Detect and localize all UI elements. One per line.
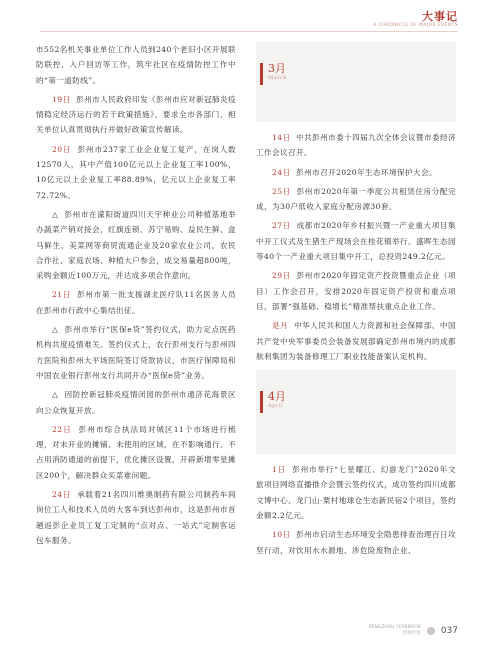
entry-text: 彭州市举行“医保e贷”签约仪式，助力定点医药机构共度疫情难关。签约仪式上，农行彭州支行与彭州四方医院和彭州大平场医院签订贷款协议，市医疗保障局和中国农业银行彭州支行共同开办“医保e贷”业务。 bbox=[36, 325, 236, 380]
entry-paragraph: 市552名机关事业单位工作人员到240个老旧小区开展联防联控、入户回访等工作，筑牢社区在疫情防控工作中的“第一道防线”。 bbox=[36, 45, 236, 85]
entry-paragraph bbox=[256, 318, 456, 364]
entry-text: 中共彭州市委十四届九次全体会议暨市委经济工作会议召开。 bbox=[256, 133, 456, 158]
entry-date: 25日 bbox=[272, 186, 291, 196]
month-english: April bbox=[268, 403, 283, 410]
page-marker-icon bbox=[427, 627, 435, 635]
entry-marker: △ bbox=[52, 325, 59, 335]
month-heading-march bbox=[256, 42, 456, 122]
entry-paragraph bbox=[256, 130, 456, 161]
entry-date: 14日 bbox=[272, 133, 291, 142]
entry-date: 是月 bbox=[272, 321, 289, 331]
entry-text: 承载着21名四川维奥制药有限公司制药车间岗位工人和技术人员的大客车到达彭州市，这是彭州市首趟返彭企业员工复工定制的“点对点、一站式”定制客运包车服务。 bbox=[36, 490, 236, 545]
entry-marker: △ bbox=[52, 209, 59, 219]
entry-paragraph bbox=[256, 527, 456, 558]
entry-paragraph bbox=[256, 165, 456, 180]
entry-text: 彭州市2020年第一季度公共租赁住房分配完成，为30户低收入家庭分配房源30套。 bbox=[256, 186, 456, 212]
entry-paragraph bbox=[36, 387, 236, 418]
entry-paragraph bbox=[256, 218, 456, 264]
entry-paragraph bbox=[36, 487, 236, 548]
month-accent-bar bbox=[260, 391, 263, 413]
entry-date: 24日 bbox=[52, 490, 71, 500]
page-number: 037 bbox=[440, 626, 458, 636]
section-title: 大事记 bbox=[422, 10, 458, 23]
entry-text: 中华人民共和国人力资源和社会保障部、中国共产党中央军事委员会装备发展部确定彭州市境内的成都航利集团为装备修理工厂职业技能备案认定机构。 bbox=[256, 321, 456, 361]
entry-marker: △ bbox=[52, 390, 59, 400]
entry-paragraph bbox=[36, 287, 236, 318]
month-accent-bar bbox=[260, 63, 263, 85]
month-english: March bbox=[268, 75, 288, 81]
entry-text: 彭州市第一批支援湖北医疗队11名医务人员在彭州市行政中心集结出征。 bbox=[36, 290, 236, 315]
entry-paragraph bbox=[36, 207, 236, 283]
right-column bbox=[256, 42, 456, 562]
entry-paragraph bbox=[36, 322, 236, 383]
entry-paragraph bbox=[36, 422, 236, 483]
entry-date: 1日 bbox=[272, 465, 286, 475]
entry-paragraph bbox=[36, 142, 236, 203]
entry-paragraph bbox=[36, 92, 236, 138]
entry-text: 彭州市237家工业企业复工复产，在岗人数12570人，其中产值100亿元以上企业复工率100%，10亿元以上企业复工率88.89%，亿元以上企业复工率72.72%。 bbox=[36, 144, 236, 200]
entry-date: 21日 bbox=[52, 290, 71, 300]
entry-text: 因防控新冠肺炎疫情闭园的彭州市通济花海景区向公众恢复开放。 bbox=[36, 390, 236, 415]
journal-name: PENGZHOU YEARBOOK 彭州年鉴 bbox=[368, 625, 421, 636]
entry-text: 彭州市人民政府印发《彭州市应对新冠肺炎疫情稳定经济运行的若干政策措施》，要求全市各部门、相关单位认真贯彻执行并做好政策宣传解读。 bbox=[36, 94, 236, 135]
page-footer bbox=[369, 625, 458, 637]
entry-text: 成都市2020年乡村振兴暨一产业重大项目集中开工仪式及生猪生产现场会在桂花镇举行。盛晖生态园等40个一产业重大项目集中开工，总投资249.2亿元。 bbox=[256, 221, 456, 262]
entry-text: 彭州市启动生态环境安全隐患排查治理百日攻坚行动，对饮用水水源地、涉危险废物企业、 bbox=[256, 530, 456, 555]
section-subtitle: A CHRONICLE OF MAJOR EVENTS bbox=[373, 23, 458, 28]
entry-text: 彭州市召开2020年生态环境保护大会。 bbox=[296, 167, 437, 177]
entry-date: 22日 bbox=[52, 424, 72, 434]
left-column bbox=[36, 42, 236, 552]
month-heading-april bbox=[256, 370, 456, 454]
header-divider bbox=[40, 31, 458, 32]
entry-paragraph bbox=[256, 268, 456, 314]
entry-text: 彭州市在濛阳街道四川天宇种业公司种植基地举办蔬菜产销对接会，红旗连锁、苏宁易购、益民生鲜、盒马鲜生、美菜网等商贸流通企业及20家农业公司、农民合作社、家庭农场、种植大户参会，成交易量超800吨，采购金额近100万元，并达成多项合作意向。 bbox=[36, 209, 236, 281]
entry-date: 24日 bbox=[272, 167, 291, 177]
entry-text: 彭州市综合执法局对城区11个市场进行梳理，对未开业的摊铺、未使用的区域，在不影响通行、不占用消防通道的前提下，优化摊区设置，开辟新增零星摊区200个，解决群众买菜难问题。 bbox=[36, 424, 236, 480]
entry-date: 27日 bbox=[272, 221, 291, 231]
month-label: 4月 bbox=[268, 390, 286, 404]
entry-date: 20日 bbox=[52, 144, 72, 154]
entry-paragraph bbox=[256, 184, 456, 215]
entry-date: 29日 bbox=[272, 271, 291, 281]
entry-paragraph bbox=[256, 462, 456, 523]
entry-text: 彭州市举行“七星耀江、幻游龙门”2020年文旅项目网络直播推介会暨云签约仪式，成功签约四川成都文博中心、龙门山·栗村地球仓生态新民宿2个项目，签约金额2.2亿元。 bbox=[256, 465, 456, 521]
entry-text: 彭州市2020年固定资产投资暨重点企业（项目）工作会召开，安排2020年固定资产投资和重点项目，部署“强基础、稳增长”精准帮扶重点企业工作。 bbox=[256, 271, 456, 311]
entry-date: 10日 bbox=[272, 530, 291, 540]
entry-date: 19日 bbox=[52, 94, 71, 104]
month-label: 3月 bbox=[268, 62, 286, 75]
